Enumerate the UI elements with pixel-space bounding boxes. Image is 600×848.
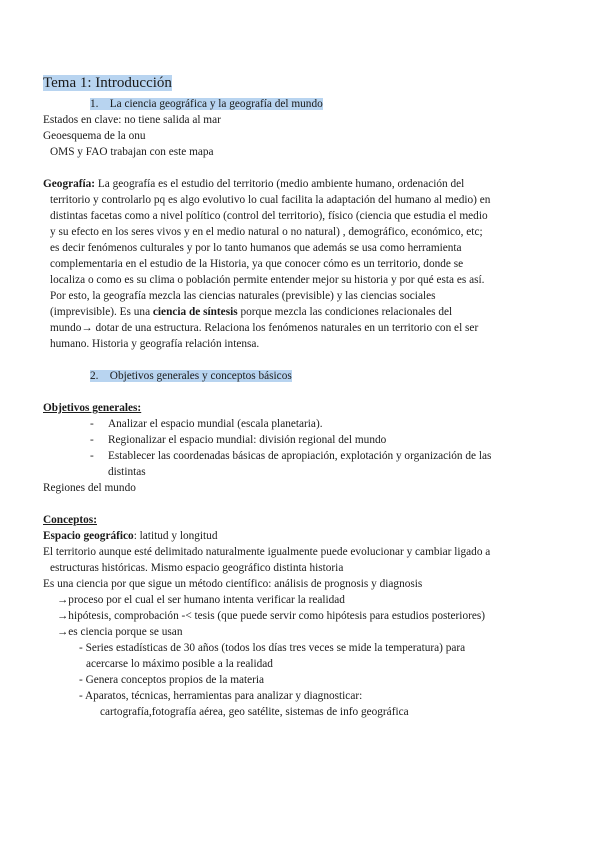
sintesis-term: ciencia de síntesis — [152, 306, 238, 318]
arrow-item: →hipótesis, comprobación -< tesis (que puede servir como hipótesis para estudios posteriores) — [57, 610, 486, 622]
paragraph-text: porque mezcla las condiciones relacionales del — [237, 306, 453, 318]
section-number-1: 1. — [90, 98, 99, 110]
section-title-2: Objetivos generales y conceptos básicos — [109, 370, 292, 382]
text-line: Estados en clave: no tiene salida al mar — [43, 114, 221, 126]
paragraph-line — [50, 305, 452, 320]
text-line: estructuras históricas. Mismo espacio geográfico distinta historia — [50, 562, 344, 574]
section-number-2: 2. — [90, 370, 99, 382]
bullet-item: Regionalizar el espacio mundial: división regional del mundo — [108, 434, 387, 446]
text-line: Regiones del mundo — [43, 482, 136, 494]
bullet-item: Establecer las coordenadas básicas de apropiación, explotación y organización de las — [108, 450, 492, 462]
arrow-item: →proceso por el cual el ser humano intenta verificar la realidad — [57, 594, 345, 606]
section-heading-1 — [90, 97, 323, 112]
bullet-marker: - — [90, 450, 94, 462]
section-heading-2 — [90, 369, 292, 384]
arrow-item: →es ciencia porque se usan — [57, 626, 183, 638]
geografia-definition-line — [43, 177, 464, 192]
bullet-marker: - — [90, 434, 94, 446]
espacio-term: Espacio geográfico — [43, 530, 134, 542]
paragraph-line: Por esto, la geografía mezcla las ciencias naturales (previsible) y las ciencias sociales — [50, 290, 436, 302]
paragraph-text: La geografía es el estudio del territorio (medio ambiente humano, ordenación del — [95, 178, 465, 190]
paragraph-line: localiza o como es su clima o población permite entender mejor su historia y por qué esta es así. — [50, 274, 485, 286]
paragraph-line: es decir fenómenos culturales y por lo tanto humanos que además se usa como herramienta — [50, 242, 462, 254]
dash-item: - Genera conceptos propios de la materia — [79, 674, 265, 686]
text-line: Geoesquema de la onu — [43, 130, 146, 142]
bullet-item-continuation: distintas — [108, 466, 146, 478]
paragraph-line: y su efecto en los seres vivos y en el medio natural o no natural) , demográfico, económico, etc; — [50, 226, 483, 238]
espacio-line — [43, 529, 217, 544]
text-line: Es una ciencia por que sigue un método científico: análisis de prognosis y diagnosis — [43, 578, 423, 590]
paragraph-text: : latitud y longitud — [133, 530, 218, 542]
geografia-term: Geografía: — [43, 178, 96, 190]
bullet-item: Analizar el espacio mundial (escala planetaria). — [108, 418, 323, 430]
dash-item: - Aparatos, técnicas, herramientas para analizar y diagnosticar: — [79, 690, 363, 702]
paragraph-line: complementaria en el estudio de la Historia, ya que conocer cómo es un territorio, donde se — [50, 258, 464, 270]
dash-item: - Series estadísticas de 30 años (todos los días tres veces se mide la temperatura) para — [79, 642, 466, 654]
paragraph-text: (imprevisible). Es una — [50, 306, 153, 318]
text-line: OMS y FAO trabajan con este mapa — [50, 146, 214, 158]
conceptos-heading: Conceptos: — [43, 514, 97, 526]
bullet-marker: - — [90, 418, 94, 430]
objetivos-heading: Objetivos generales: — [43, 402, 142, 414]
paragraph-line: distintas facetas como a nivel político (control del territorio), físico (ciencia que estudia el medio — [50, 210, 488, 222]
page-title: Tema 1: Introducción — [43, 75, 172, 91]
paragraph-line: mundo→ dotar de una estructura. Relaciona los fenómenos naturales en un territorio con el ser — [50, 322, 479, 334]
paragraph-line: territorio y controlarlo pq es algo evolutivo lo cual facilita la adaptación del humano al medio) en — [50, 194, 491, 206]
text-line: El territorio aunque esté delimitado naturalmente igualmente puede evolucionar y cambiar ligado a — [43, 546, 491, 558]
dash-item-continuation: acercarse lo máximo posible a la realidad — [86, 658, 273, 670]
section-title-1: La ciencia geográfica y la geografía del mundo — [109, 98, 323, 110]
dash-item-continuation: cartografía,fotografía aérea, geo satélite, sistemas de info geográfica — [100, 706, 409, 718]
paragraph-line: humano. Historia y geografía relación intensa. — [50, 338, 260, 350]
